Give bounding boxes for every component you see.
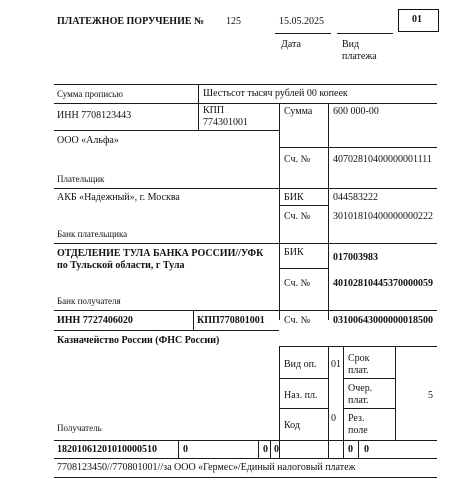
payer-account-label: Сч. № [284,154,311,165]
code-value: 0 [331,413,336,424]
payee-name: Казначейство России (ФНС России) [57,335,220,346]
payee-account-label: Сч. № [284,315,311,326]
code-label: Код [284,420,300,431]
payer-bank-account: 30101810400000000222 [333,211,433,222]
budget-bottom-border [54,458,437,459]
payer-inn: ИНН 7708123443 [57,110,132,121]
payer-bank-account-label: Сч. № [284,211,311,222]
term-label-2: плат. [348,365,369,376]
budget-field-1: 0 [183,444,188,455]
reserve-label-2: поле [348,425,368,436]
mid-column-left-border [279,103,280,320]
payer-inn-bottom-border [54,130,279,131]
budget-divider-5 [358,440,359,458]
payer-top-border [54,103,437,104]
operation-right-row-border-1 [343,378,395,379]
amount-words-value: Шестьсот тысяч рублей 00 копеек [203,88,348,99]
budget-field-3: 0 [274,444,279,455]
payer-account: 40702810400000001111 [333,154,432,165]
payee-inn-kpp-divider [193,310,194,330]
amount-words-top-border [54,84,437,85]
payer-inn-kpp-divider [198,103,199,130]
budget-divider-1 [178,440,179,458]
payee-bank-name: ОТДЕЛЕНИЕ ТУЛА БАНКА РОССИИ//УФК [57,248,264,259]
payee-bank-top-border [54,243,437,244]
mid-column-right-border [328,103,329,320]
payee-inn-bottom-border [54,330,279,331]
form-code: 01 [412,14,422,25]
payee-bank-label: Банк получателя [57,296,121,306]
budget-field-4: 0 [348,444,353,455]
budget-kbk: 18201061201010000510 [57,444,157,455]
budget-divider-4 [343,440,344,458]
payee-bank-bik-label: БИК [284,247,304,258]
payee-kpp: КПП770801001 [197,315,265,326]
date-underline [275,33,331,34]
payer-bank-bik-label: БИК [284,192,304,203]
budget-field-2: 0 [263,444,268,455]
operation-top-border [279,346,437,347]
operation-type-label: Вид оп. [284,359,317,370]
term-label: Срок [348,353,370,364]
budget-divider-3 [270,440,271,458]
payee-top-border [54,310,437,311]
date-label: Дата [281,39,301,50]
payer-account-top-border [279,147,437,148]
operation-row-border-2 [279,408,328,409]
payee-label: Получатель [57,423,102,433]
payer-sum-label: Сумма [284,106,313,117]
order-label: Очер. [348,383,373,394]
payer-kpp-label: КПП [203,105,225,116]
payment-type-label: Вид [342,39,360,50]
order-value: 5 [428,390,433,401]
operation-right-row-border-2 [343,408,395,409]
payer-bank-label: Банк плательщика [57,229,128,239]
operation-mid-border [328,346,329,458]
payer-name: ООО «Альфа» [57,135,119,146]
payment-type-label-2: платежа [342,51,377,62]
operation-value-border [343,346,344,440]
budget-divider-2 [258,440,259,458]
payee-bank-name-line-2: по Тульской области, г Тула [57,260,185,271]
payee-bank-account: 40102810445370000059 [333,278,433,289]
document-date: 15.05.2025 [279,16,324,27]
purpose-code-label: Наз. пл. [284,390,318,401]
operation-right-border [395,346,396,440]
amount-words-divider [198,84,199,103]
budget-field-5: 0 [364,444,369,455]
payer-bank-name: АКБ «Надежный», г. Москва [57,192,180,203]
payment-type-underline [337,33,393,34]
payer-bank-bik-bottom-border [279,205,328,206]
payee-inn: ИНН 7727406020 [57,315,133,326]
order-label-2: плат. [348,395,369,406]
budget-top-border [54,440,437,441]
payer-sum: 600 000-00 [333,106,379,117]
payer-bank-top-border [54,188,437,189]
purpose-bottom-border [54,477,437,478]
payer-label: Плательщик [57,174,105,184]
operation-type-value: 01 [331,359,341,370]
document-number: 125 [226,16,241,27]
document-title: ПЛАТЕЖНОЕ ПОРУЧЕНИЕ № [57,16,205,27]
payee-bank-account-label: Сч. № [284,278,311,289]
payee-bank-bik-bottom-border [279,268,328,269]
operation-left-border [279,346,280,458]
payer-bank-bik: 044583222 [333,192,378,203]
payer-kpp: 774301001 [203,117,248,128]
amount-words-label: Сумма прописью [57,89,124,99]
reserve-label: Рез. [348,413,365,424]
payment-purpose: 7708123450//770801001//за ООО «Гермес»/Единый налоговый платеж [57,462,356,473]
payee-bank-bik: 017003983 [333,252,378,263]
payee-account: 03100643000000018500 [333,315,433,326]
operation-row-border-1 [279,378,328,379]
